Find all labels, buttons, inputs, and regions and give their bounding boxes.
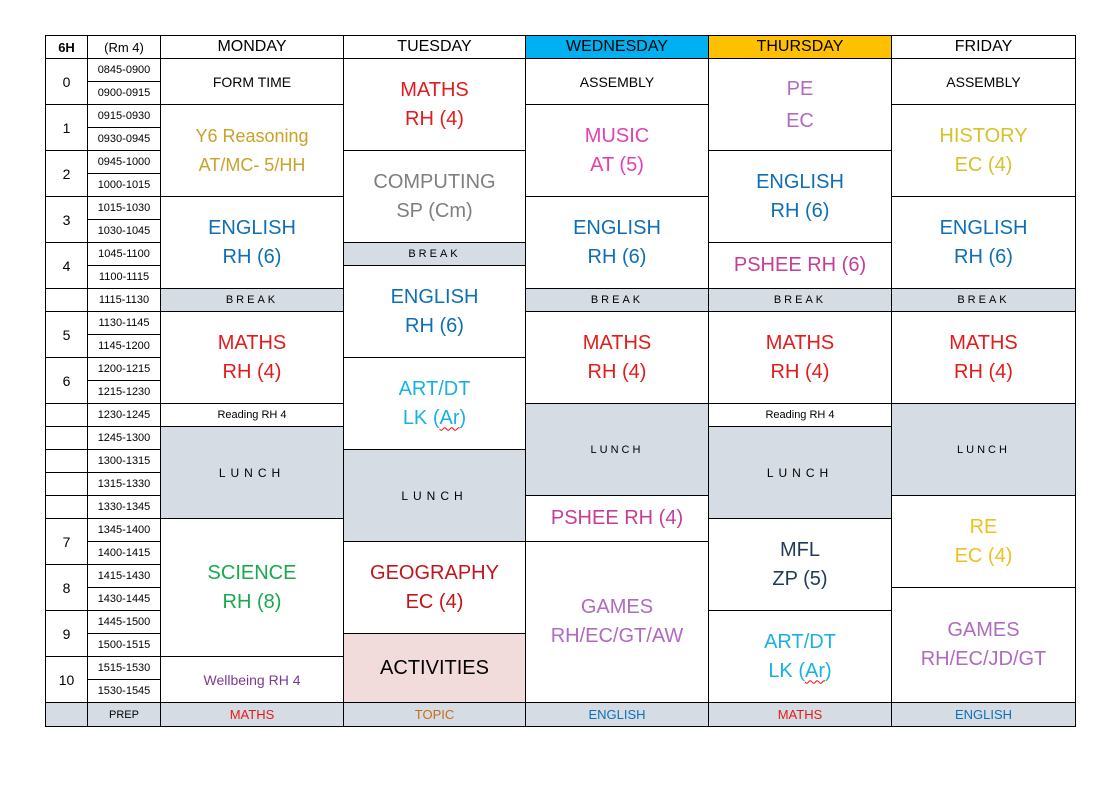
tue-geography — [344, 542, 526, 634]
prep-fri — [892, 703, 1076, 727]
time-label: 1200-1215 — [97, 363, 151, 375]
cell-text: LUNCH — [218, 465, 286, 480]
cell-text: BREAK — [590, 294, 644, 306]
thu-mfl-line-2: ZP (5) — [772, 567, 828, 590]
time-slot — [88, 174, 161, 197]
cell-text: ENGLISH — [588, 707, 646, 722]
cell-text: LUNCH — [957, 443, 1010, 456]
cell-text: BREAK — [957, 294, 1010, 306]
period-blank — [46, 473, 88, 496]
thu-pe-line-1: PE — [786, 77, 814, 100]
mon-wellbeing — [161, 657, 344, 703]
thu-art-teacher: LK ( — [768, 659, 805, 682]
cell-text: ENGLISH — [954, 707, 1013, 722]
tue-geography-line-1: GEOGRAPHY — [370, 561, 499, 584]
time-label: 1400-1415 — [97, 547, 151, 559]
mon-science-line-2: RH (8) — [222, 590, 282, 613]
wed-games — [526, 542, 709, 703]
time-label: 1300-1315 — [97, 455, 151, 467]
period-label: 5 — [62, 326, 71, 343]
time-label: 1100-1115 — [98, 271, 150, 283]
mon-reasoning-line-2: AT/MC- 5/HH — [198, 154, 306, 175]
time-label: 0900-0915 — [97, 87, 151, 99]
tue-activities — [344, 634, 526, 703]
room-header — [88, 36, 161, 59]
wed-games-line-2: RH/EC/GT/AW — [550, 625, 684, 647]
time-slot — [88, 427, 161, 450]
time-label: 0915-0930 — [97, 110, 151, 122]
time-slot — [88, 519, 161, 542]
period-label: 1 — [62, 119, 71, 136]
time-slot — [88, 128, 161, 151]
mon-science-line-1: SCIENCE — [207, 561, 297, 584]
wed-maths — [526, 312, 709, 404]
thu-pe-line-2: EC — [786, 109, 814, 132]
fri-re — [892, 496, 1076, 588]
fri-games — [892, 588, 1076, 703]
mon-english-line-1: ENGLISH — [208, 216, 296, 239]
time-label: 0845-0900 — [97, 64, 151, 76]
time-label: 1330-1345 — [97, 501, 151, 513]
fri-re-line-1: RE — [969, 515, 998, 538]
day-label: MONDAY — [217, 38, 287, 55]
fri-lunch — [892, 404, 1076, 496]
thu-reading — [709, 404, 892, 427]
time-slot — [88, 542, 161, 565]
cell-text: Reading RH 4 — [765, 409, 835, 421]
time-slot — [88, 220, 161, 243]
day-label: TUESDAY — [397, 38, 472, 55]
cell-text: ASSEMBLY — [946, 73, 1021, 90]
time-slot — [88, 404, 161, 427]
tue-geography-line-2: EC (4) — [405, 590, 464, 613]
fri-history — [892, 105, 1076, 197]
cell-text: MATHS — [229, 707, 275, 722]
thu-break — [709, 289, 892, 312]
room-label: (Rm 4) — [104, 39, 144, 55]
cell-text: BREAK — [773, 294, 827, 306]
thu-mfl-line-1: MFL — [780, 538, 820, 561]
tue-art-teacher: LK ( — [402, 406, 440, 429]
thu-maths-line-2: RH (4) — [770, 360, 830, 383]
time-slot — [88, 197, 161, 220]
mon-reading — [161, 404, 344, 427]
cell-text: BREAK — [408, 248, 461, 260]
time-label: 1000-1015 — [97, 179, 151, 191]
time-label: 1145-1200 — [98, 340, 150, 352]
time-slot — [88, 611, 161, 634]
time-label: 1245-1300 — [97, 432, 151, 444]
timetable — [45, 35, 1076, 727]
period-number — [46, 197, 88, 243]
thu-pe — [709, 59, 892, 151]
cell-text: BREAK — [225, 294, 279, 306]
time-slot — [88, 82, 161, 105]
thu-art-room: Ar — [805, 659, 825, 682]
day-label: WEDNESDAY — [566, 38, 668, 55]
period-label: 7 — [62, 533, 71, 550]
day-header-friday — [892, 36, 1076, 59]
wed-english-line-1: ENGLISH — [573, 216, 661, 239]
fri-maths — [892, 312, 1076, 404]
period-number — [46, 243, 88, 289]
time-label: 1030-1045 — [97, 225, 151, 237]
tue-maths — [344, 59, 526, 151]
tue-maths-line-1: MATHS — [400, 78, 469, 101]
time-slot — [88, 59, 161, 82]
wed-games-line-1: GAMES — [580, 596, 654, 618]
mon-maths-line-1: MATHS — [217, 331, 287, 354]
period-label: 4 — [62, 257, 71, 274]
time-label: 1345-1400 — [97, 524, 151, 536]
time-label: 0945-1000 — [97, 156, 151, 168]
time-slot — [88, 312, 161, 335]
thu-english-line-1: ENGLISH — [756, 170, 844, 193]
time-slot — [88, 588, 161, 611]
period-blank — [46, 404, 88, 427]
cell-text: Reading RH 4 — [217, 409, 287, 421]
period-blank — [46, 496, 88, 519]
wed-music-line-2: AT (5) — [590, 153, 644, 176]
thu-maths-line-1: MATHS — [765, 331, 835, 354]
mon-science — [161, 519, 344, 657]
time-label: 1445-1500 — [97, 616, 151, 628]
tue-lunch — [344, 450, 526, 542]
period-label: 9 — [62, 625, 71, 642]
time-label: 1500-1515 — [97, 639, 151, 651]
thu-lunch — [709, 427, 892, 519]
fri-history-line-2: EC (4) — [954, 153, 1013, 176]
time-label: 1315-1330 — [97, 478, 151, 490]
time-label: 1045-1100 — [98, 248, 150, 260]
cell-text: ACTIVITIES — [380, 656, 489, 679]
time-slot — [88, 105, 161, 128]
thu-art-dt — [709, 611, 892, 703]
prep-wed — [526, 703, 709, 727]
fri-re-line-2: EC (4) — [954, 544, 1013, 567]
tue-maths-line-2: RH (4) — [405, 107, 464, 130]
period-number — [46, 657, 88, 703]
tue-english — [344, 266, 526, 358]
tue-art-dt — [344, 358, 526, 450]
mon-english-line-2: RH (6) — [222, 245, 282, 268]
period-blank — [46, 289, 88, 312]
cell-text: LUNCH — [401, 488, 468, 503]
period-number — [46, 565, 88, 611]
fri-english-line-2: RH (6) — [954, 245, 1013, 268]
prep-tue — [344, 703, 526, 727]
time-slot — [88, 450, 161, 473]
period-number — [46, 519, 88, 565]
tue-computing-line-2: SP (Cm) — [396, 199, 473, 222]
time-slot — [88, 358, 161, 381]
period-number — [46, 358, 88, 404]
class-label: 6H — [58, 39, 75, 55]
thu-english — [709, 151, 892, 243]
class-header — [46, 36, 88, 59]
prep-mon — [161, 703, 344, 727]
cell-text: PREP — [109, 708, 139, 721]
time-slot — [88, 243, 161, 266]
mon-lunch — [161, 427, 344, 519]
period-blank — [46, 427, 88, 450]
wed-maths-line-1: MATHS — [582, 331, 652, 354]
cell-text: PSHEE RH (6) — [733, 254, 867, 276]
wed-english — [526, 197, 709, 289]
period-label: 8 — [62, 579, 71, 596]
thu-english-line-2: RH (6) — [770, 199, 830, 222]
cell-text: PSHEE RH (4) — [550, 507, 684, 529]
time-label: 0930-0945 — [97, 133, 151, 145]
prep-blank — [46, 703, 88, 727]
wed-maths-line-2: RH (4) — [587, 360, 647, 383]
thu-pshee — [709, 243, 892, 289]
tue-computing — [344, 151, 526, 243]
time-label: 1215-1230 — [97, 386, 151, 398]
thu-mfl — [709, 519, 892, 611]
thu-art-close: ) — [825, 659, 832, 682]
period-label: 3 — [62, 211, 71, 228]
fri-history-line-1: HISTORY — [939, 124, 1028, 147]
wed-music-line-1: MUSIC — [584, 124, 650, 147]
time-slot — [88, 151, 161, 174]
cell-text: MATHS — [777, 707, 823, 722]
prep-thu — [709, 703, 892, 727]
fri-english-line-1: ENGLISH — [939, 216, 1028, 239]
tue-english-line-1: ENGLISH — [390, 285, 479, 308]
tue-computing-line-1: COMPUTING — [373, 170, 496, 193]
time-label: 1430-1445 — [97, 593, 151, 605]
time-slot — [88, 680, 161, 703]
time-label: 1230-1245 — [97, 409, 151, 421]
period-label: 2 — [62, 165, 71, 182]
cell-text: FORM TIME — [212, 73, 292, 90]
fri-maths-line-2: RH (4) — [954, 360, 1013, 383]
time-slot — [88, 289, 161, 312]
tue-english-line-2: RH (6) — [405, 314, 464, 337]
time-slot — [88, 657, 161, 680]
period-label: 0 — [62, 73, 71, 90]
mon-maths — [161, 312, 344, 404]
period-label: 10 — [58, 671, 75, 688]
fri-english — [892, 197, 1076, 289]
period-label: 6 — [62, 372, 71, 389]
time-label: 1130-1145 — [98, 317, 150, 329]
tue-art-line-2 — [403, 404, 466, 433]
time-label: 1530-1545 — [97, 685, 151, 697]
day-label: THURSDAY — [756, 38, 844, 55]
wed-english-line-2: RH (6) — [587, 245, 647, 268]
period-number — [46, 105, 88, 151]
time-label: 1015-1030 — [97, 202, 151, 214]
time-slot — [88, 496, 161, 519]
fri-games-line-1: GAMES — [947, 619, 1020, 641]
mon-reasoning-line-1: Y6 Reasoning — [195, 125, 309, 146]
time-slot — [88, 335, 161, 358]
cell-text: LUNCH — [590, 443, 644, 456]
wed-assembly — [526, 59, 709, 105]
period-number — [46, 312, 88, 358]
time-slot — [88, 634, 161, 657]
mon-break — [161, 289, 344, 312]
thu-art-line-1: ART/DT — [764, 630, 836, 653]
time-label: 1515-1530 — [97, 662, 151, 674]
day-header-wednesday — [526, 36, 709, 59]
cell-text: LUNCH — [766, 465, 834, 480]
wed-music — [526, 105, 709, 197]
mon-y6-reasoning — [161, 105, 344, 197]
cell-text: TOPIC — [414, 707, 455, 722]
wed-pshee — [526, 496, 709, 542]
time-label: 1115-1130 — [98, 294, 150, 306]
period-blank — [46, 450, 88, 473]
fri-maths-line-1: MATHS — [949, 331, 1018, 354]
thu-art-line-2 — [768, 657, 831, 686]
time-label: 1415-1430 — [97, 570, 151, 582]
thu-maths — [709, 312, 892, 404]
fri-games-line-2: RH/EC/JD/GT — [920, 648, 1047, 670]
period-number — [46, 611, 88, 657]
day-header-thursday — [709, 36, 892, 59]
day-label: FRIDAY — [954, 38, 1013, 55]
mon-form-time — [161, 59, 344, 105]
period-number — [46, 59, 88, 105]
time-slot — [88, 565, 161, 588]
period-number — [46, 151, 88, 197]
mon-maths-line-2: RH (4) — [222, 360, 282, 383]
cell-text: Wellbeing RH 4 — [203, 671, 301, 688]
tue-break — [344, 243, 526, 266]
cell-text: ASSEMBLY — [579, 73, 655, 90]
time-slot — [88, 266, 161, 289]
tue-art-close: ) — [459, 406, 467, 429]
time-slot — [88, 381, 161, 404]
fri-assembly — [892, 59, 1076, 105]
wed-break — [526, 289, 709, 312]
fri-break — [892, 289, 1076, 312]
tue-art-line-1: ART/DT — [398, 377, 471, 400]
tue-art-room: Ar — [439, 406, 460, 429]
day-header-tuesday — [344, 36, 526, 59]
wed-lunch — [526, 404, 709, 496]
day-header-monday — [161, 36, 344, 59]
mon-english — [161, 197, 344, 289]
prep-label — [88, 703, 161, 727]
time-slot — [88, 473, 161, 496]
